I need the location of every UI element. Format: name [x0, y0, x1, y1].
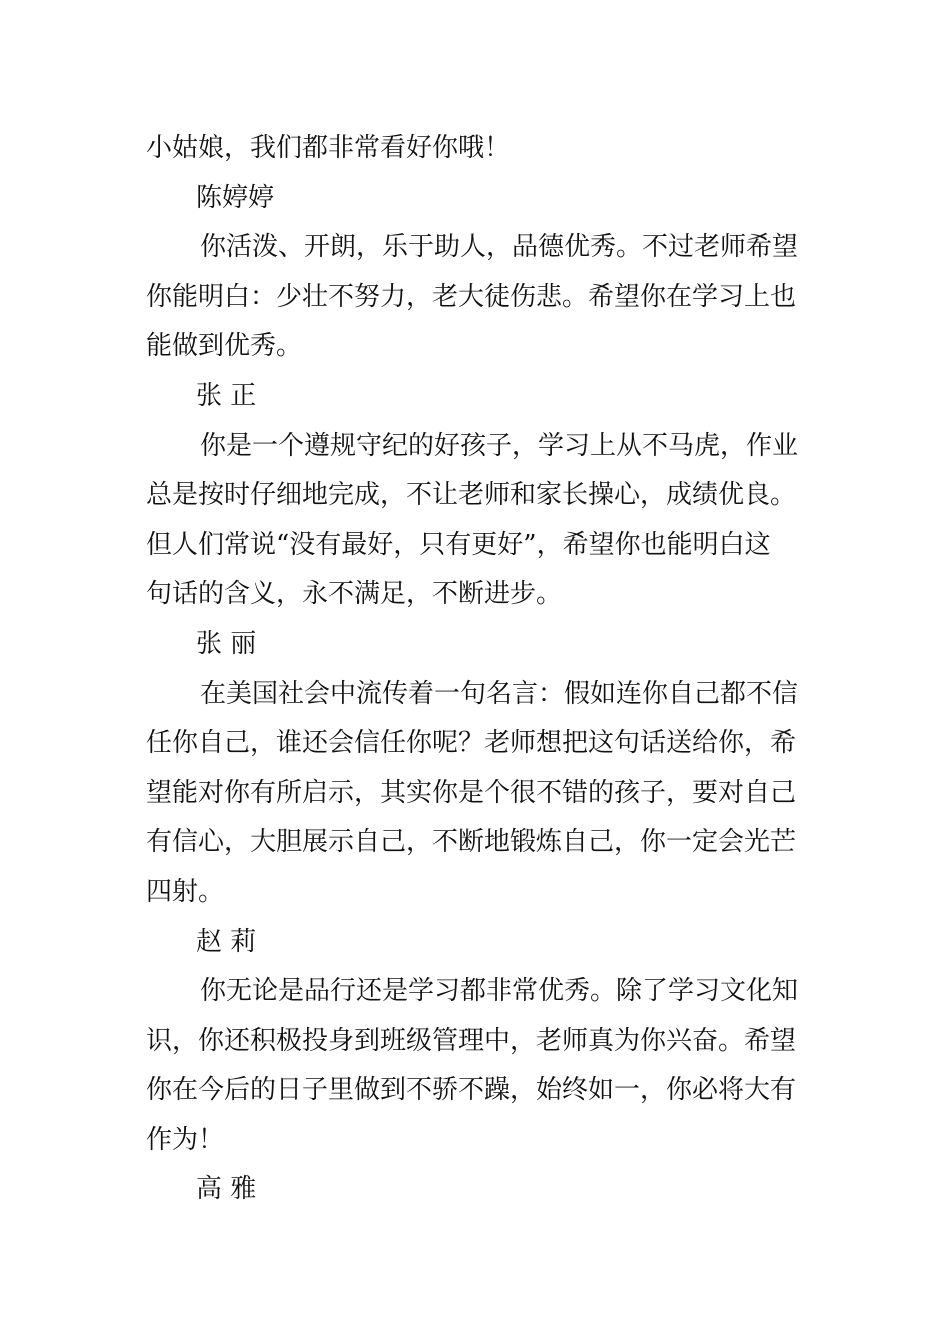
body-line: 有信心，大胆展示自己，不断地锻炼自己，你一定会光芒: [146, 827, 797, 858]
body-line: 小姑娘，我们都非常看好你哦！: [146, 133, 511, 163]
body-line: 作为！: [146, 1124, 225, 1155]
body-line: 能做到优秀。: [146, 331, 303, 362]
paragraph-first-line: 你活泼、开朗，乐于助人，品德优秀。不过老师希望: [200, 232, 799, 263]
paragraph-first-line: 你无论是品行还是学习都非常优秀。除了学习文化知: [200, 976, 799, 1007]
body-line: 但人们常说“没有最好，只有更好”，希望你也能明白这: [146, 529, 771, 560]
body-line: 望能对你有所启示，其实你是个很不错的孩子，要对自己: [146, 777, 797, 808]
body-line: 四射。: [146, 876, 225, 907]
body-line: 任你自己，谁还会信任你呢？老师想把这句话送给你，希: [146, 728, 797, 759]
paragraph-first-line: 你是一个遵规守纪的好孩子，学习上从不马虎，作业: [200, 430, 799, 461]
student-name: 陈婷婷: [196, 182, 275, 213]
body-line: 识，你还积极投身到班级管理中，老师真为你兴奋。希望: [146, 1025, 797, 1056]
document-body: [146, 124, 808, 1215]
body-line: 你能明白：少壮不努力，老大徒伤悲。希望你在学习上也: [146, 281, 797, 312]
student-name: 赵 莉: [196, 926, 257, 957]
student-name: 张 丽: [196, 628, 257, 659]
student-name: 高 雅: [196, 1174, 257, 1205]
student-name: 张 正: [196, 380, 257, 411]
body-line: 总是按时仔细地完成，不让老师和家长操心，成绩优良。: [146, 480, 797, 511]
body-line: 句话的含义，永不满足，不断进步。: [146, 579, 563, 610]
body-line: 你在今后的日子里做到不骄不躁，始终如一，你必将大有: [146, 1075, 797, 1106]
paragraph-first-line: 在美国社会中流传着一句名言：假如连你自己都不信: [200, 678, 799, 709]
